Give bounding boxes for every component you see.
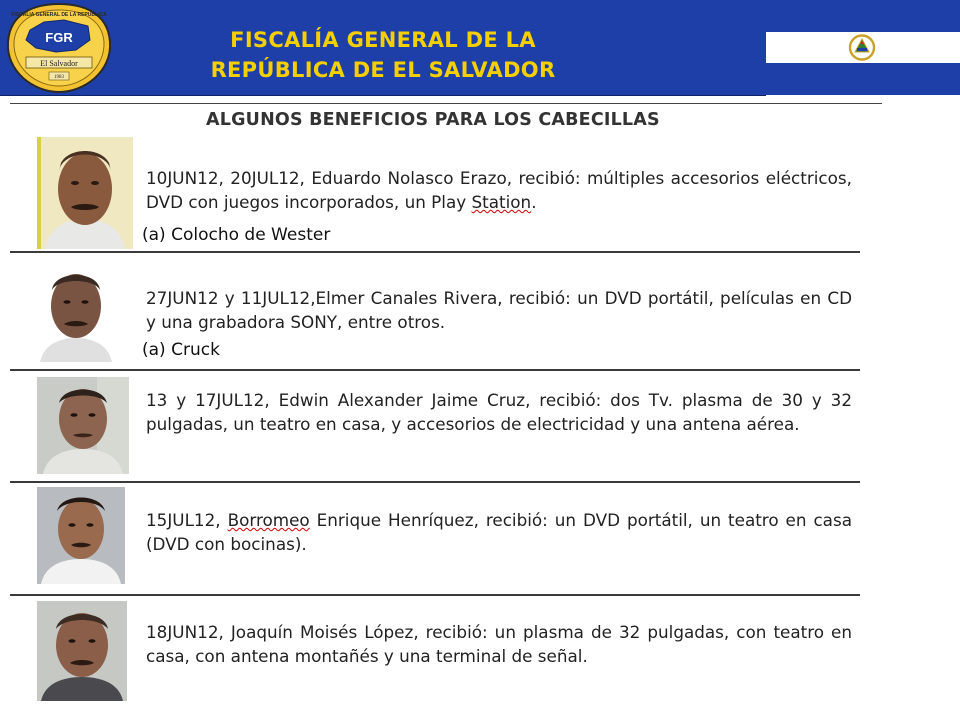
suspect-photo [37, 377, 129, 474]
entry-text-end: Enrique Henríquez, recibió: un DVD portátil, un teatro en casa (DVD con bocinas). [146, 510, 852, 554]
entry-text [146, 508, 852, 556]
alias-label: (a) Colocho de Wester [142, 225, 331, 245]
flag-stripe-top [766, 0, 960, 32]
page-title-line-1: FISCALÍA GENERAL DE LA [230, 28, 536, 52]
row-divider [10, 481, 860, 483]
logo-arc-text: FISCALIA GENERAL DE LA REPUBLICA [11, 12, 107, 18]
entry-text [146, 166, 852, 214]
alias-label: (a) Cruck [142, 340, 220, 360]
logo-ribbon-text: El Salvador [40, 59, 78, 68]
entry-text: 27JUN12 y 11JUL12,Elmer Canales Rivera, recibió: un DVD portátil, películas en CD y una grabadora SONY, entre otros. [146, 288, 852, 332]
title-banner [0, 0, 766, 96]
row-divider [10, 594, 860, 596]
header-divider [10, 103, 882, 104]
suspect-photo [37, 137, 133, 249]
logo-acronym: FGR [45, 30, 73, 45]
entry-text-end: . [531, 192, 537, 212]
suspect-photo [37, 601, 127, 701]
row-divider [10, 251, 860, 253]
suspect-photo [37, 487, 125, 584]
header [0, 0, 960, 96]
entry-text-main: 15JUL12, [146, 510, 228, 530]
logo-year: 1983 [54, 75, 64, 80]
entry-text-main: 10JUN12, 20JUL12, Eduardo Nolasco Erazo, recibió: múltiples accesorios eléctricos, DVD con juegos incorporados, un Play [146, 168, 852, 212]
row-divider [10, 369, 860, 371]
suspect-photo [36, 260, 116, 362]
entry-text-spellcheck-word: Borromeo [227, 510, 310, 530]
entry-text-spellcheck-word: Station [471, 192, 532, 212]
el-salvador-flag [766, 0, 960, 95]
entry-text: 18JUN12, Joaquín Moisés López, recibió: un plasma de 32 pulgadas, con teatro en casa, con antena montañés y una terminal de señal. [146, 622, 852, 666]
section-title: ALGUNOS BENEFICIOS PARA LOS CABECILLAS [206, 110, 660, 130]
entry-text: 13 y 17JUL12, Edwin Alexander Jaime Cruz, recibió: dos Tv. plasma de 30 y 32 pulgadas, un teatro en casa, y accesorios de electricidad y una antena aérea. [146, 390, 852, 434]
flag-stripe-bottom [766, 63, 960, 95]
coat-of-arms-icon [846, 33, 878, 62]
page-title-line-2: REPÚBLICA DE EL SALVADOR [210, 58, 556, 82]
